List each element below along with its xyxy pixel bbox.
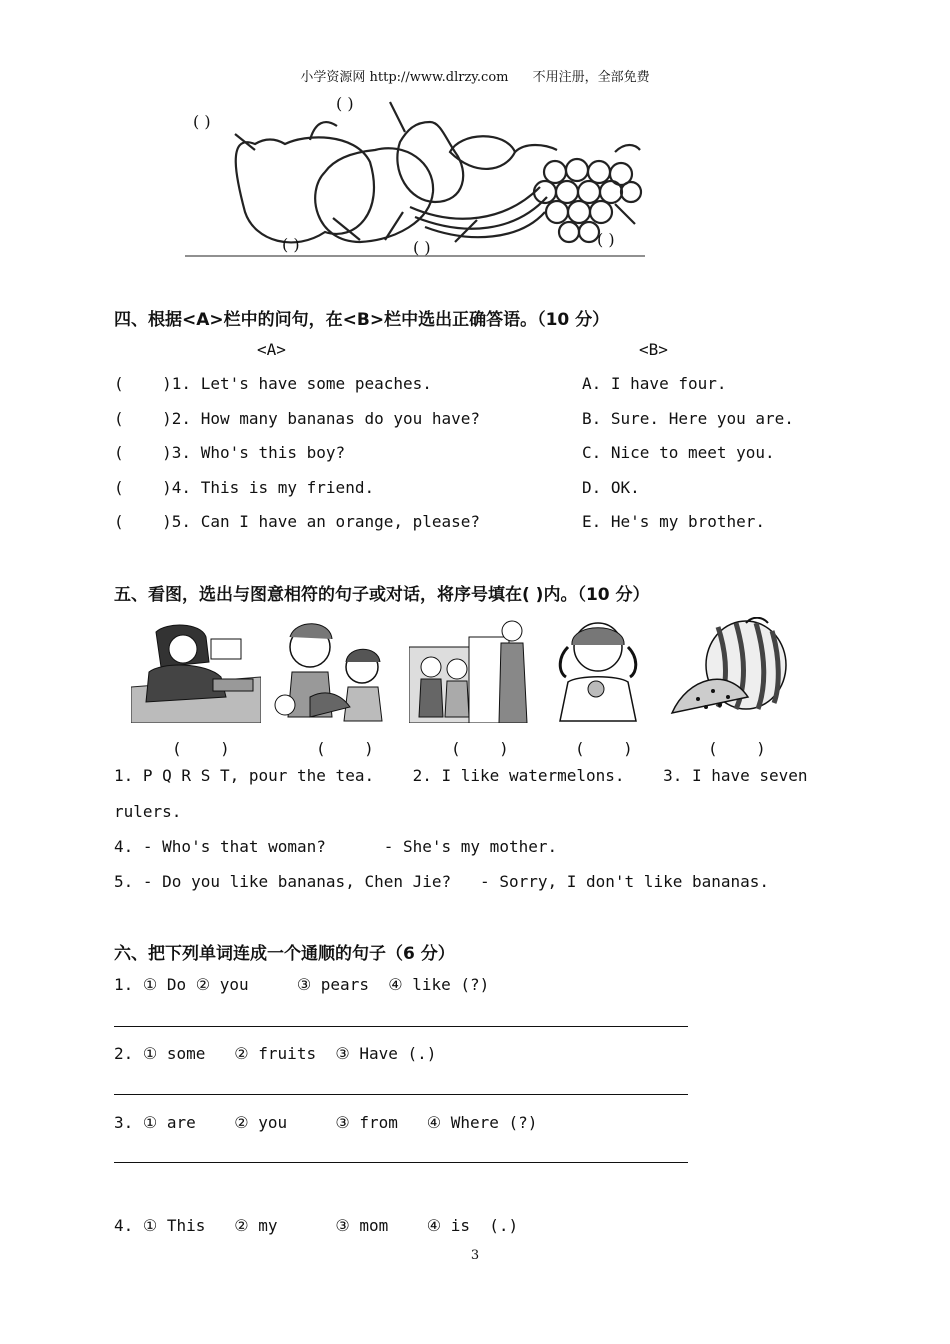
question-2[interactable]: ( )2. How many bananas do you have? — [114, 409, 481, 428]
fruit-blank-1[interactable]: ( ) — [193, 112, 211, 131]
answer-line-3[interactable] — [114, 1162, 688, 1163]
fruit-blank-3[interactable]: ( ) — [282, 235, 300, 254]
picture-5-watermelon — [668, 617, 790, 723]
picture-4-blank[interactable]: ( ) — [575, 739, 633, 758]
picture-2-fruit-kids — [270, 617, 401, 723]
picture-5-blank[interactable]: ( ) — [708, 739, 766, 758]
answer-line-1[interactable] — [114, 1026, 688, 1027]
column-a-header: <A> — [257, 340, 286, 359]
section4-title: 四、根据<A>栏中的问句，在<B>栏中选出正确答语。（10 分） — [114, 310, 610, 330]
answer-b: B. Sure. Here you are. — [582, 409, 794, 428]
answer-e: E. He's my brother. — [582, 512, 766, 531]
picture-1-tea-card — [131, 617, 261, 723]
picture-1-blank[interactable]: ( ) — [172, 739, 230, 758]
sentence-options-line1: 1. P Q R S T, pour the tea. 2. I like watermelons. 3. I have seven — [114, 766, 808, 785]
word-order-item-1: 1. ① Do ② you ③ pears ④ like (?) — [114, 975, 490, 994]
sentence-options-line1-cont: rulers. — [114, 802, 182, 821]
word-order-item-2: 2. ① some ② fruits ③ Have (.) — [114, 1044, 437, 1063]
question-5[interactable]: ( )5. Can I have an orange, please? — [114, 512, 481, 531]
free-note: 不用注册，全部免费 — [532, 70, 650, 85]
column-b-header: <B> — [639, 340, 668, 359]
page-header — [0, 66, 950, 85]
word-order-item-3: 3. ① are ② you ③ from ④ Where (?) — [114, 1113, 538, 1132]
question-4[interactable]: ( )4. This is my friend. — [114, 478, 375, 497]
page-number: 3 — [470, 1248, 480, 1263]
answer-d: D. OK. — [582, 478, 640, 497]
picture-3-blank[interactable]: ( ) — [451, 739, 509, 758]
picture-3-woman-door — [409, 617, 530, 723]
fruit-blank-4[interactable]: ( ) — [413, 238, 431, 257]
word-order-item-4: 4. ① This ② my ③ mom ④ is (.) — [114, 1216, 519, 1235]
site-name: 小学资源网 http://www.dlrzy.com — [300, 70, 509, 85]
answer-line-2[interactable] — [114, 1094, 688, 1095]
question-3[interactable]: ( )3. Who's this boy? — [114, 443, 346, 462]
answer-a: A. I have four. — [582, 374, 727, 393]
answer-c: C. Nice to meet you. — [582, 443, 775, 462]
sentence-option-4: 4. - Who's that woman? - She's my mother. — [114, 837, 558, 856]
fruit-blank-2[interactable]: ( ) — [336, 94, 354, 113]
fruit-illustration — [185, 92, 695, 264]
section6-title: 六、把下列单词连成一个通顺的句子（6 分） — [114, 944, 455, 964]
sentence-option-5: 5. - Do you like bananas, Chen Jie? - Sorry, I don't like bananas. — [114, 872, 770, 891]
picture-4-girl — [538, 617, 660, 723]
fruit-blank-5[interactable]: ( ) — [597, 230, 615, 249]
question-1[interactable]: ( )1. Let's have some peaches. — [114, 374, 432, 393]
picture-2-blank[interactable]: ( ) — [316, 739, 374, 758]
section5-title: 五、看图，选出与图意相符的句子或对话，将序号填在( )内。（10 分） — [114, 585, 650, 605]
